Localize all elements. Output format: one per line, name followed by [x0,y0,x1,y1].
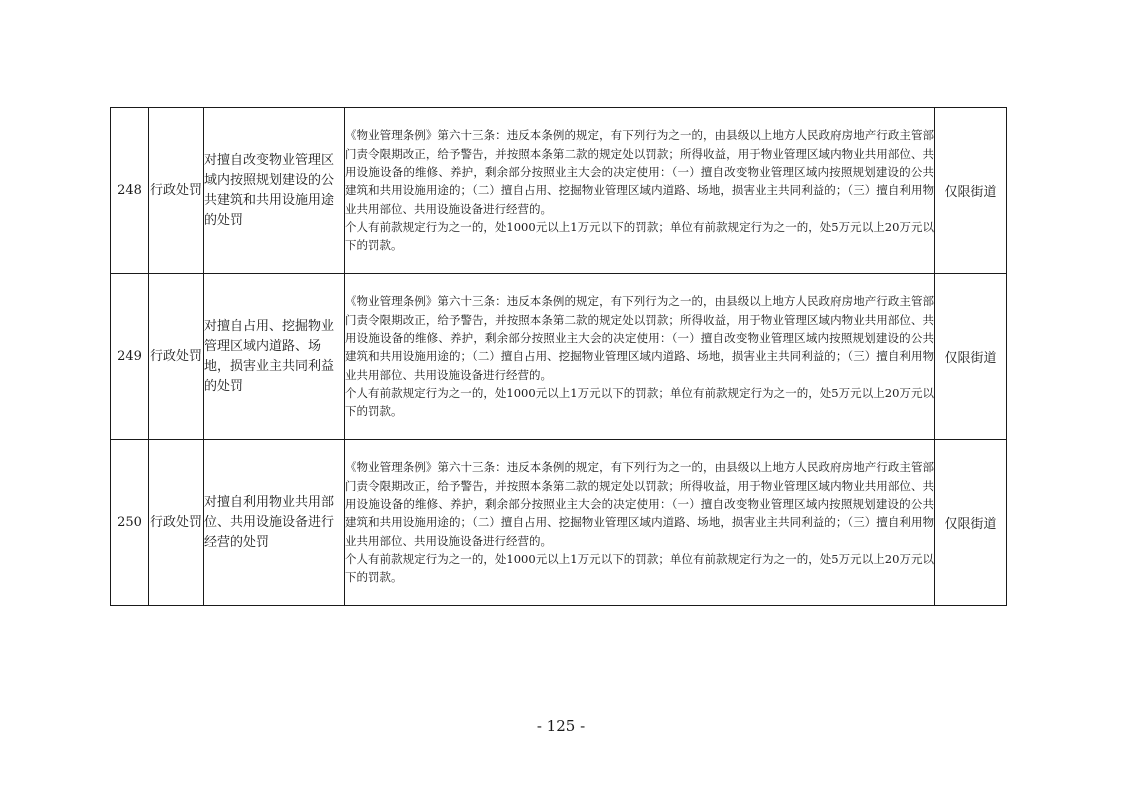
table-row [111,440,1007,606]
row-number: 248 [111,108,149,274]
table-row [111,108,1007,274]
legal-basis-text: 《物业管理条例》第六十三条：违反本条例的规定，有下列行为之一的，由县级以上地方人民政府房地产行政主管部门责令限期改正，给予警告，并按照本条第二款的规定处以罚款；所得收益，用于物业管理区域内物业共用部位、共用设施设备的维修、养护，剩余部分按照业主大会的决定使用：（一）擅自改变物业管理区域内按照规划建设的公共建筑和共用设施用途的；（二）擅自占用、挖掘物业管理区域内道路、场地，损害业主共同利益的；（三）擅自利用物业共用部位、共用设施设备进行经营的。 [345,128,934,216]
legal-basis-text: 《物业管理条例》第六十三条：违反本条例的规定，有下列行为之一的，由县级以上地方人民政府房地产行政主管部门责令限期改正，给予警告，并按照本条第二款的规定处以罚款；所得收益，用于物业管理区域内物业共用部位、共用设施设备的维修、养护，剩余部分按照业主大会的决定使用：（一）擅自改变物业管理区域内按照规划建设的公共建筑和共用设施用途的；（二）擅自占用、挖掘物业管理区域内道路、场地，损害业主共同利益的；（三）擅自利用物业共用部位、共用设施设备进行经营的。 [345,294,934,382]
row-legal-basis [345,108,935,274]
legal-basis-text: 《物业管理条例》第六十三条：违反本条例的规定，有下列行为之一的，由县级以上地方人民政府房地产行政主管部门责令限期改正，给予警告，并按照本条第二款的规定处以罚款；所得收益，用于物业管理区域内物业共用部位、共用设施设备的维修、养护，剩余部分按照业主大会的决定使用：（一）擅自改变物业管理区域内按照规划建设的公共建筑和共用设施用途的；（二）擅自占用、挖掘物业管理区域内道路、场地，损害业主共同利益的；（三）擅自利用物业共用部位、共用设施设备进行经营的。 [345,460,934,548]
legal-basis-penalty: 个人有前款规定行为之一的，处1000元以上1万元以下的罚款；单位有前款规定行为之一的，处5万元以上20万元以下的罚款。 [345,219,934,253]
row-legal-basis [345,274,935,440]
row-scope: 仅限街道 [935,274,1007,440]
row-scope: 仅限街道 [935,440,1007,606]
row-item-name: 对擅自改变物业管理区域内按照规划建设的公共建筑和共用设施用途的处罚 [204,108,345,274]
row-category: 行政处罚 [149,274,204,440]
row-category: 行政处罚 [149,440,204,606]
row-scope: 仅限街道 [935,108,1007,274]
row-category: 行政处罚 [149,108,204,274]
legal-basis-penalty: 个人有前款规定行为之一的，处1000元以上1万元以下的罚款；单位有前款规定行为之一的，处5万元以上20万元以下的罚款。 [345,385,934,419]
row-item-name: 对擅自占用、挖掘物业管理区域内道路、场地，损害业主共同利益的处罚 [204,274,345,440]
legal-basis-penalty: 个人有前款规定行为之一的，处1000元以上1万元以下的罚款；单位有前款规定行为之一的，处5万元以上20万元以下的罚款。 [345,551,934,585]
table-row [111,274,1007,440]
row-number: 249 [111,274,149,440]
row-number: 250 [111,440,149,606]
row-item-name: 对擅自利用物业共用部位、共用设施设备进行经营的处罚 [204,440,345,606]
row-legal-basis [345,440,935,606]
penalty-items-table [110,107,1007,606]
page-number: - 125 - [536,717,586,735]
